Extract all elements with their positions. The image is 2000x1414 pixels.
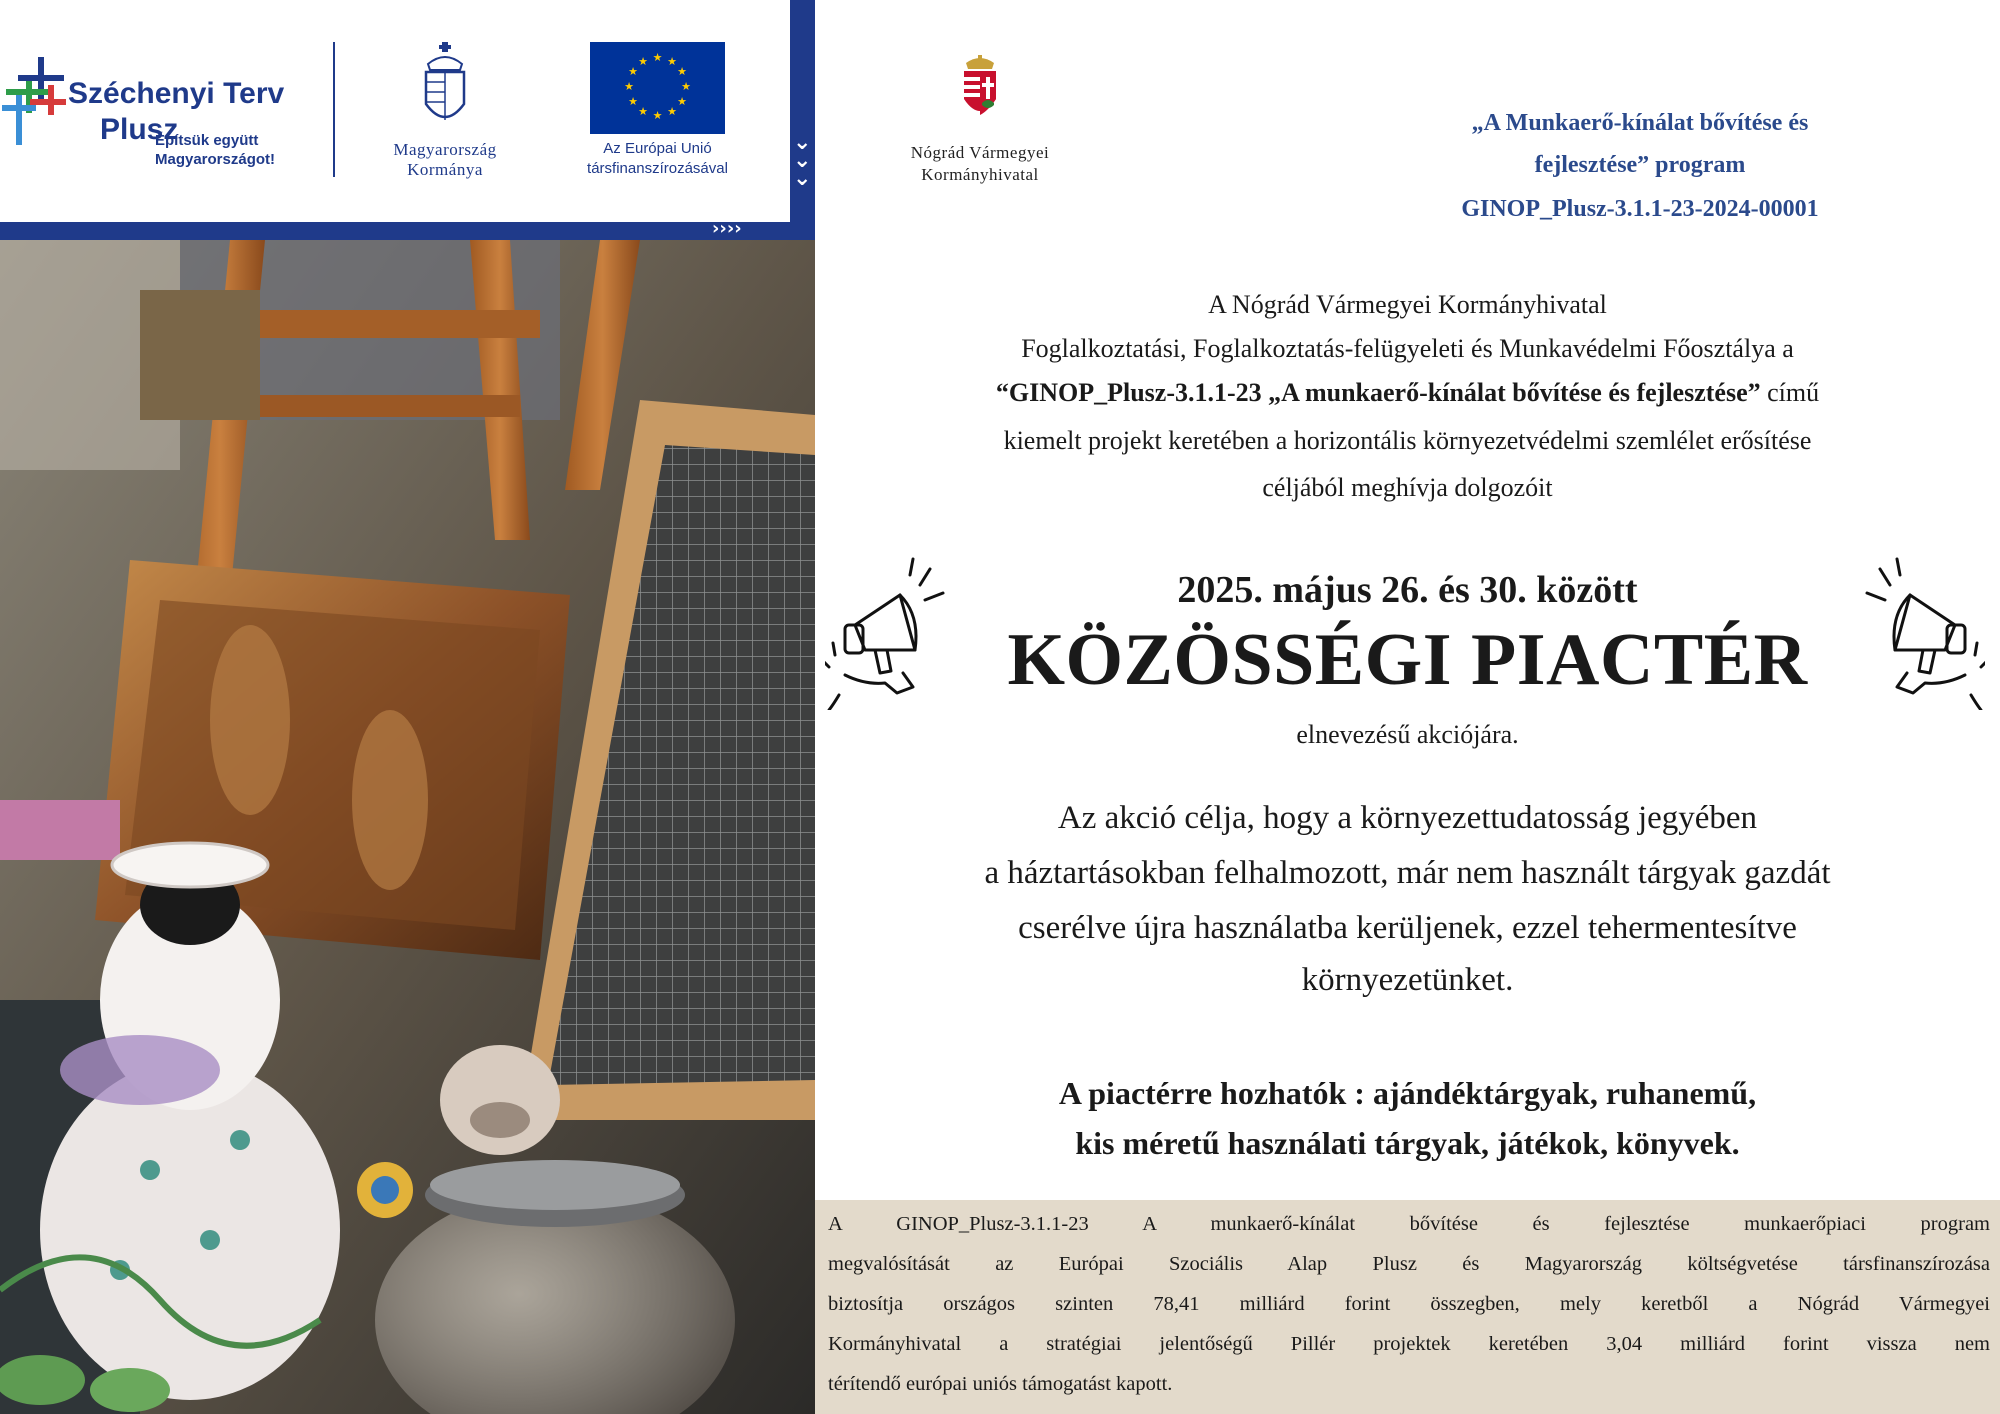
svg-text:★: ★ — [677, 65, 687, 78]
intro-line: céljából meghívja dolgozóit — [1262, 473, 1553, 502]
svg-text:★: ★ — [652, 51, 663, 64]
hungarian-crest-icon — [420, 42, 470, 134]
svg-text:★: ★ — [624, 80, 634, 93]
goal-line: Az akció célja, hogy a környezettudatosság jegyében — [1057, 800, 1758, 836]
svg-text:★: ★ — [667, 55, 677, 68]
project-name: “GINOP_Plusz-3.1.1-23 „A munkaerő-kínálat bővítése és fejlesztése” — [995, 378, 1761, 407]
government-name-2: Kormánya — [407, 160, 483, 179]
blue-edge-stripe — [790, 0, 815, 240]
footer-line: A GINOP_Plusz-3.1.1-23 A munkaerő-kínálat bővítése és fejlesztése munkaerőpiaci program — [828, 1213, 1990, 1235]
event-title: KÖZÖSSÉGI PIACTÉR — [1007, 619, 1808, 701]
footer-line: megvalósítását az Európai Szociális Alap Plusz és Magyarország költségvetése társfinanszírozása — [828, 1253, 1990, 1275]
svg-text:★: ★ — [628, 65, 638, 78]
footer-line: biztosítja országos szinten 78,41 milliárd forint összegben, mely keretből a Nógrád Vármegyei — [828, 1293, 1990, 1315]
event-date: 2025. május 26. és 30. között — [1177, 569, 1638, 611]
nograd-office-name: Nógrád Vármegyei — [910, 143, 1050, 162]
szechenyi-logo-name-2: Plusz — [100, 113, 179, 146]
allowed-items: A piactérre hozhatók : ajándéktárgyak, ruhanemű, — [1058, 1075, 1757, 1111]
eu-cofinance-text-2: társfinanszírozásával — [587, 160, 728, 177]
szechenyi-tagline-2: Magyarországot! — [155, 151, 276, 168]
logo-divider — [333, 42, 335, 177]
intro-line: kiemelt projekt keretében a horizontális környezetvédelmi szemlélet erősítése — [1003, 426, 1812, 455]
svg-text:★: ★ — [677, 95, 687, 108]
chevron-right-icon: ›››› — [712, 218, 742, 239]
svg-text:★: ★ — [628, 95, 638, 108]
szechenyi-tagline: Építsük együtt — [155, 132, 259, 149]
svg-text:★: ★ — [667, 105, 677, 118]
goal-line: cserélve újra használatba kerüljenek, ezzel tehermentesítve — [1018, 910, 1797, 946]
program-title: „A Munkaerő-kínálat bővítése és — [1471, 110, 1809, 136]
svg-text:★: ★ — [652, 109, 663, 122]
government-name: Magyarország — [393, 140, 497, 159]
intro-line: A Nógrád Vármegyei Kormányhivatal — [1208, 290, 1607, 319]
nograd-crest-icon — [960, 55, 1000, 123]
goal-line: a háztartásokban felhalmozott, már nem használt tárgyak gazdát — [984, 855, 1831, 891]
footer-line: térítendő európai uniós támogatást kapott. — [828, 1373, 1173, 1395]
szechenyi-logo-name: Széchenyi Terv — [68, 77, 285, 110]
intro-line — [815, 378, 2000, 408]
flea-market-photo — [0, 240, 815, 1414]
program-code: GINOP_Plusz-3.1.1-23-2024-00001 — [1461, 196, 1819, 222]
svg-text:★: ★ — [681, 80, 691, 93]
chevron-down-icon: ⌄ — [793, 166, 812, 191]
left-panel — [0, 0, 815, 1414]
intro-line: Foglalkoztatási, Foglalkoztatás-felügyeleti és Munkavédelmi Főosztálya a — [1021, 334, 1794, 363]
eu-flag-icon — [590, 42, 725, 134]
intro-line-rest: című — [1760, 378, 1820, 407]
nograd-office-name-2: Kormányhivatal — [921, 165, 1039, 184]
footer-line: Kormányhivatal a stratégiai jelentőségű Pillér projektek keretében 3,04 milliárd forint vissza nem — [828, 1333, 1990, 1355]
svg-text:★: ★ — [638, 55, 648, 68]
goal-line: környezetünket. — [1301, 962, 1514, 998]
allowed-items-2: kis méretű használati tárgyak, játékok, könyvek. — [1075, 1125, 1740, 1161]
chevron-down-icon: ⌄ — [793, 130, 812, 155]
eu-cofinance-text: Az Európai Unió — [603, 140, 712, 157]
blue-stripe — [0, 218, 815, 240]
program-title-2: fejlesztése” program — [1534, 152, 1746, 178]
svg-text:★: ★ — [638, 105, 648, 118]
event-subtitle: elnevezésű akciójára. — [1296, 720, 1519, 749]
chevron-down-icon: ⌄ — [793, 148, 812, 173]
